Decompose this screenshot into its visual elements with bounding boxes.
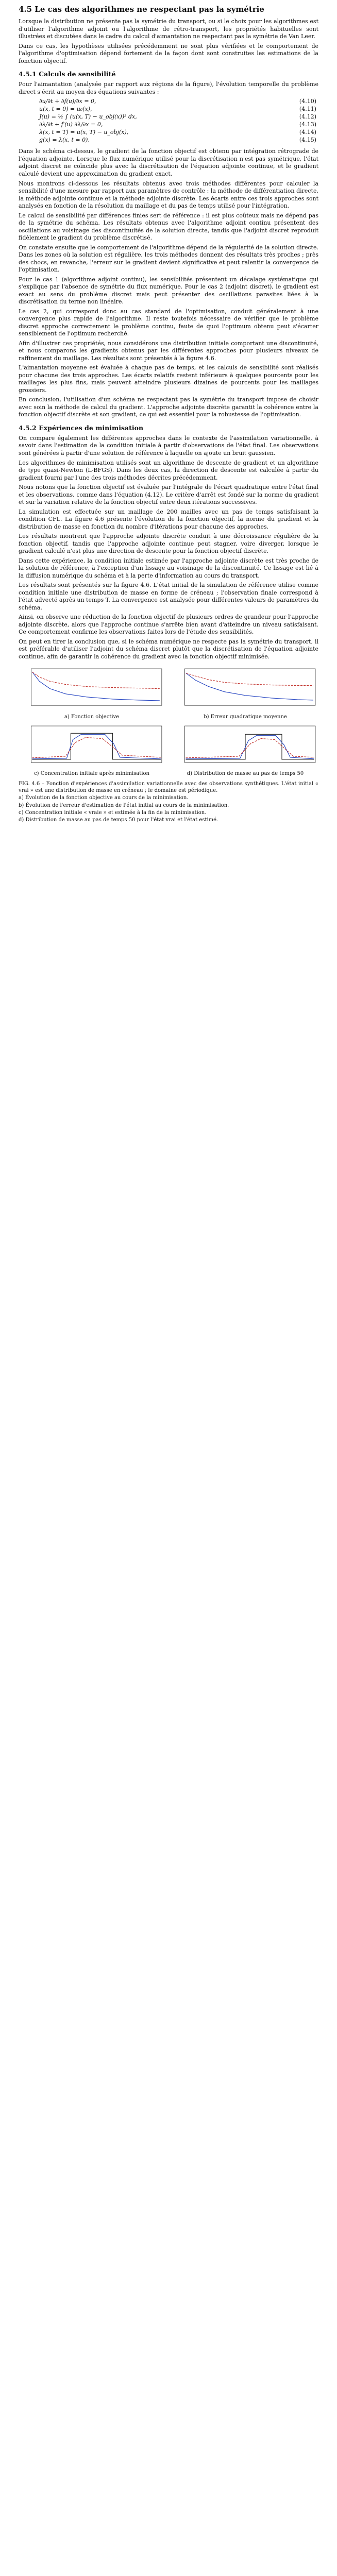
series-line <box>186 673 313 701</box>
figure-panel-b <box>172 666 318 719</box>
equation: J(u) = ½ ∫ (u(x, T) − u_obj(x))² dx, (4.12) <box>39 113 316 121</box>
body-paragraph: On compare également les différentes approches dans le contexte de l'assimilation variationnelle, à savoir dans l'estimation de la condition initiale à partir d'observations de l'état final. Les observations sont générées à partir d'une solution de référence à laquelle on ajoute un bruit gaussien. <box>19 434 318 456</box>
equation-number: (4.10) <box>299 98 316 105</box>
body-paragraph: On peut en tirer la conclusion que, si le schéma numérique ne respecte pas la symétrie du transport, il est préférable d'utiliser l'adjoint du schéma discret plutôt que la discrétisation de l'équation adjointe continue, afin de garantir la cohérence du gradient avec la fonction objectif minimisée. <box>19 638 318 660</box>
series-line <box>186 735 314 759</box>
panel-caption: b) Erreur quadratique moyenne <box>204 714 287 720</box>
figure-row <box>19 666 318 719</box>
panel-a-plot <box>19 666 165 713</box>
equation: ∂λ/∂t + f′(u) ∂λ/∂x = 0, (4.13) <box>39 121 316 128</box>
figure-caption-item: c) Concentration initiale « vraie » et estimée à la fin de la minimisation. <box>19 809 207 816</box>
subsection-title: Expériences de minimisation <box>39 423 144 432</box>
figure-caption-item: a) Évolution de la fonction objective au cours de la minimisation. <box>19 795 189 801</box>
figure-panel-d <box>172 723 318 776</box>
body-paragraph: Ainsi, on observe une réduction de la fonction objectif de plusieurs ordres de grandeur pour l'approche adjointe discrète, alors que l'approche continue s'arrête bien avant d'atteindre un niveau satisfaisant. Ce comportement confirme les observations faites lors de l'étude des sensibilités. <box>19 614 318 636</box>
series-line <box>186 738 314 758</box>
reference-line <box>32 733 161 759</box>
series-line <box>186 673 313 686</box>
subsection-heading <box>19 70 318 78</box>
panel-c-plot <box>19 723 165 770</box>
figure-caption <box>19 781 318 823</box>
series-line <box>32 737 161 758</box>
subsection-number: 4.5.1 <box>19 70 37 78</box>
plot-frame <box>31 726 162 762</box>
body-paragraph: Afin d'illustrer ces propriétés, nous considérons une distribution initiale comportant une discontinuité, et nous comparons les gradients obtenus par les différentes approches pour plusieurs niveaux de raffinement du maillage. Les résultats sont présentés à la figure 4.6. <box>19 340 318 362</box>
figure-caption-title: FIG. 4.6 – Fonction d'expériences d'assimilation variationnelle avec des observations synthétiques. L'état initial « vrai » est une distribution de masse en créneau ; le domaine est périodique. <box>19 781 318 794</box>
body-paragraph: Dans cette expérience, la condition initiale estimée par l'approche adjointe discrète est très proche de la solution de référence, à l'exception d'un lissage au voisinage de la discontinuité. Ce lissage est lié à la diffusion numérique du schéma et à la perte d'information au cours du transport. <box>19 557 318 579</box>
body-paragraph: Les algorithmes de minimisation utilisés sont un algorithme de descente de gradient et un algorithme de type quasi-Newton (L-BFGS). Dans les deux cas, la direction de descente est calculée à partir du gradient fourni par l'une des trois méthodes décrites précédemment. <box>19 459 318 481</box>
body-paragraph: Les résultats montrent que l'approche adjointe discrète conduit à une décroissance régulière de la fonction objectif, tandis que l'approche adjointe continue peut stagner, voire diverger, lorsque le gradient calculé n'est plus une direction de descente pour la fonction objectif discrète. <box>19 533 318 555</box>
figure-caption-item: b) Évolution de l'erreur d'estimation de l'état initial au cours de la minimisation. <box>19 802 229 808</box>
subsection-title: Calculs de sensibilité <box>39 70 116 78</box>
figure-panel-c <box>19 723 165 776</box>
panel-b-plot <box>172 666 318 713</box>
body-paragraph: En conclusion, l'utilisation d'un schéma ne respectant pas la symétrie du transport impose de choisir avec soin la méthode de calcul du gradient. L'approche adjointe discrète garantit la cohérence entre la fonction objectif discrète et son gradient, ce qui est essentiel pour la robustesse de l'optimisation. <box>19 396 318 418</box>
body-paragraph: On constate ensuite que le comportement de l'algorithme dépend de la régularité de la solution directe. Dans les zones où la solution est régulière, les trois méthodes donnent des résultats très proches ; près des chocs, en revanche, l'erreur sur le gradient devient significative et peut ralentir la convergence de l'optimisation. <box>19 244 318 274</box>
body-paragraph: L'aimantation moyenne est évaluée à chaque pas de temps, et les calculs de sensibilité sont réalisés pour chacune des trois approches. Les écarts relatifs restent inférieurs à quelques pourcents pour les maillages les plus fins, mais peuvent atteindre plusieurs dizaines de pourcents pour les maillages grossiers. <box>19 364 318 394</box>
body-paragraph: Pour le cas 1 (algorithme adjoint continu), les sensibilités présentent un décalage systématique qui s'explique par l'absence de symétrie du flux numérique. Pour le cas 2 (adjoint discret), le gradient est exact au sens du problème discret mais peut présenter des oscillations parasites liées à la discrétisation du terme non linéaire. <box>19 276 318 306</box>
body-paragraph: Dans le schéma ci-dessus, le gradient de la fonction objectif est obtenu par intégration rétrograde de l'équation adjointe. Lorsque le flux numérique utilisé pour la discrétisation n'est pas symétrique, l'état adjoint discret ne coïncide plus avec la discrétisation de l'équation adjointe continue, et le gradient calculé devient une approximation du gradient exact. <box>19 148 318 177</box>
body-paragraph: Les résultats sont présentés sur la figure 4.6. L'état initial de la simulation de référence utilise comme condition initiale une distribution de masse en forme de créneau ; l'observation finale correspond à l'état advecté après un temps T. La convergence est analysée pour différentes valeurs de paramètres du schéma. <box>19 582 318 611</box>
body-paragraph: La simulation est effectuée sur un maillage de 200 mailles avec un pas de temps satisfaisant la condition CFL. La figure 4.6 présente l'évolution de la fonction objectif, la norme du gradient et la distribution de masse en fonction du nombre d'itérations pour chacune des approches. <box>19 508 318 530</box>
panel-caption: d) Distribution de masse au pas de temps 50 <box>187 770 304 776</box>
figure-4-6 <box>19 666 318 823</box>
equation: ∂u/∂t + ∂f(u)/∂x = 0, (4.10) <box>39 98 316 105</box>
figure-panel-a <box>19 666 165 719</box>
series-line <box>32 672 159 689</box>
section-heading <box>19 5 318 14</box>
series-line <box>32 672 159 701</box>
reference-line <box>186 734 314 759</box>
equation-number: (4.14) <box>299 128 316 135</box>
figure-row <box>19 723 318 776</box>
equation: λ(x, t = T) = u(x, T) − u_obj(x), (4.14) <box>39 128 316 135</box>
equation-number: (4.12) <box>299 113 316 121</box>
subsection-heading <box>19 424 318 432</box>
section-number: 4.5 <box>19 5 32 14</box>
subsection-number: 4.5.2 <box>19 423 37 432</box>
equation-number: (4.15) <box>299 136 316 143</box>
plot-frame <box>184 669 315 705</box>
body-paragraph: Le calcul de sensibilité par différences finies sert de référence : il est plus coûteux mais ne dépend pas de la symétrie du schéma. Les résultats obtenus avec l'algorithme adjoint continu présentent des oscillations au voisinage des discontinuités de la solution directe, tandis que l'adjoint discret reproduit fidèlement le gradient du problème discrétisé. <box>19 212 318 242</box>
figure-caption-item: d) Distribution de masse au pas de temps 50 pour l'état vrai et l'état estimé. <box>19 817 218 823</box>
section-title: Le cas des algorithmes ne respectant pas la symétrie <box>35 5 264 14</box>
equation: u(x, t = 0) = u₀(x), (4.11) <box>39 106 316 113</box>
equation-number: (4.11) <box>299 106 316 113</box>
equation-block <box>19 98 318 144</box>
body-paragraph: Pour l'aimantation (analysée par rapport aux régions de la figure), l'évolution temporelle du problème direct s'écrit au moyen des équations suivantes : <box>19 81 318 95</box>
intro-paragraph: Dans ce cas, les hypothèses utilisées précédemment ne sont plus vérifiées et le comportement de l'algorithme d'optimisation dépend fortement de la façon dont sont construites les estimations de la fonction objectif. <box>19 42 318 64</box>
body-paragraph: Nous notons que la fonction objectif est évaluée par l'intégrale de l'écart quadratique entre l'état final et les observations, comme dans l'équation (4.12). Le critère d'arrêt est fondé sur la norme du gradient et sur la variation relative de la fonction objectif entre deux itérations successives. <box>19 484 318 506</box>
equation-number: (4.13) <box>299 121 316 128</box>
panel-caption: a) Fonction objective <box>64 714 120 720</box>
equation: g(x) = λ(x, t = 0), (4.15) <box>39 136 316 143</box>
intro-paragraph: Lorsque la distribution ne présente pas la symétrie du transport, ou si le choix pour les algorithmes est d'utiliser l'algorithme adjoint ou l'algorithme de rétro-transport, les propriétés habituelles sont illustrées et discutées dans le cadre du calcul d'aimantation ne respectant pas la symétrie de Van Leer. <box>19 18 318 40</box>
panel-d-plot <box>172 723 318 770</box>
body-paragraph: Nous montrons ci-dessous les résultats obtenus avec trois méthodes différentes pour calculer la sensibilité d'une mesure par rapport aux paramètres de contrôle : la méthode de différentiation directe, la méthode adjointe continue et la méthode adjointe discrète. Les écarts entre ces trois approches sont analysés en fonction de la résolution du maillage et du pas de temps utilisé pour l'intégration. <box>19 180 318 210</box>
panel-caption: c) Concentration initiale après minimisation <box>34 770 149 776</box>
body-paragraph: Le cas 2, qui correspond donc au cas standard de l'optimisation, conduit généralement à une convergence plus rapide de l'algorithme. Il reste toutefois nécessaire de vérifier que le problème discret approche correctement le problème continu, faute de quoi l'optimum obtenu peut s'écarter sensiblement de l'optimum recherché. <box>19 308 318 337</box>
